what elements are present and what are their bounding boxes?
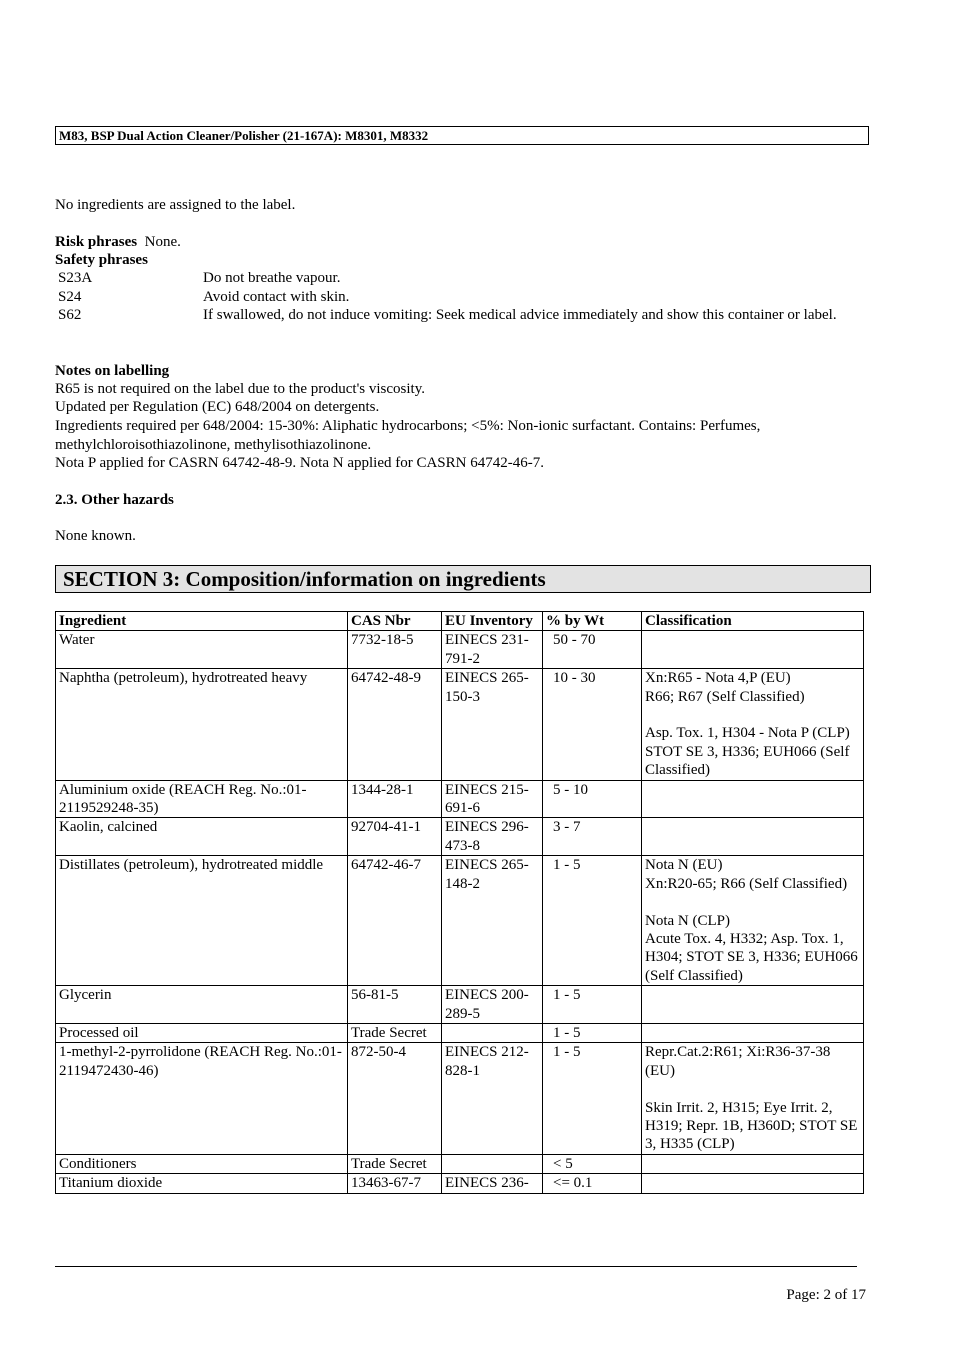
other-hazards-heading: 2.3. Other hazards (55, 492, 174, 508)
percent-by-weight-cell: < 5 (543, 1154, 642, 1173)
cas-number-cell: 7732-18-5 (348, 631, 442, 669)
eu-inventory-cell: EINECS 296-473-8 (442, 818, 543, 856)
cas-number-cell: 64742-46-7 (348, 856, 442, 986)
safety-code: S23A (58, 270, 93, 286)
ingredient-cell: Processed oil (56, 1023, 348, 1042)
cas-number-cell: 872-50-4 (348, 1043, 442, 1154)
other-hazards-text: None known. (55, 528, 136, 544)
eu-inventory-cell: EINECS 236- (442, 1174, 543, 1193)
table-row (56, 780, 864, 818)
ingredient-cell: Distillates (petroleum), hydrotreated middle (56, 856, 348, 986)
safety-code: S24 (58, 289, 82, 305)
classification-cell (642, 780, 864, 818)
classification-cell (642, 1023, 864, 1042)
eu-inventory-cell: EINECS 265-148-2 (442, 856, 543, 986)
cas-number-cell: Trade Secret (348, 1154, 442, 1173)
percent-by-weight-cell: 1 - 5 (543, 986, 642, 1024)
ingredient-cell: Glycerin (56, 986, 348, 1024)
cas-number-cell: 56-81-5 (348, 986, 442, 1024)
classification-cell (642, 818, 864, 856)
column-header: % by Wt (543, 612, 642, 631)
percent-by-weight-cell: 1 - 5 (543, 1023, 642, 1042)
eu-inventory-cell: EINECS 231-791-2 (442, 631, 543, 669)
eu-inventory-cell: EINECS 212-828-1 (442, 1043, 543, 1154)
table-row (56, 818, 864, 856)
classification-cell (642, 631, 864, 669)
cas-number-cell: 92704-41-1 (348, 818, 442, 856)
table-header-row (56, 612, 864, 631)
footer-divider (55, 1266, 857, 1267)
classification-cell (642, 986, 864, 1024)
ingredient-cell: Naphtha (petroleum), hydrotreated heavy (56, 669, 348, 780)
percent-by-weight-cell: 5 - 10 (543, 780, 642, 818)
table-row (56, 856, 864, 986)
safety-phrases-label: Safety phrases (55, 252, 148, 268)
classification-cell (642, 1174, 864, 1193)
column-header: Ingredient (56, 612, 348, 631)
ingredient-cell: Titanium dioxide (56, 1174, 348, 1193)
risk-phrases (55, 233, 181, 252)
table-row (56, 631, 864, 669)
percent-by-weight-cell: 10 - 30 (543, 669, 642, 780)
eu-inventory-cell: EINECS 265-150-3 (442, 669, 543, 780)
table-row (56, 1023, 864, 1042)
eu-inventory-cell: EINECS 215-691-6 (442, 780, 543, 818)
classification-cell: Repr.Cat.2:R61; Xi:R36-37-38 (EU) Skin Irrit. 2, H315; Eye Irrit. 2, H319; Repr. 1B, H360D; STOT SE 3, H335 (CLP) (642, 1043, 864, 1154)
eu-inventory-cell: EINECS 200-289-5 (442, 986, 543, 1024)
percent-by-weight-cell: <= 0.1 (543, 1174, 642, 1193)
eu-inventory-cell (442, 1154, 543, 1173)
ingredient-cell: Conditioners (56, 1154, 348, 1173)
notes-line: Nota P applied for CASRN 64742-48-9. Nota N applied for CASRN 64742-46-7. (55, 455, 544, 471)
classification-cell: Xn:R65 - Nota 4,P (EU) R66; R67 (Self Classified) Asp. Tox. 1, H304 - Nota P (CLP) STOT SE 3, H336; EUH066 (Self Classified) (642, 669, 864, 780)
ingredient-cell: Water (56, 631, 348, 669)
column-header: EU Inventory (442, 612, 543, 631)
notes-line: R65 is not required on the label due to the product's viscosity. (55, 381, 425, 397)
table-row (56, 1154, 864, 1173)
safety-code: S62 (58, 307, 82, 323)
notes-heading: Notes on labelling (55, 363, 170, 379)
table-row (56, 669, 864, 780)
notes-line: Ingredients required per 648/2004: 15-30%: Aliphatic hydrocarbons; <5%: Non-ionic surfactant. Contains: Perfumes, methylchloroisothiazolinone, methylisothiazolinone. (55, 418, 761, 453)
risk-phrases-value: None. (144, 234, 181, 250)
page-number: Page: 2 of 17 (786, 1287, 866, 1303)
cas-number-cell: 1344-28-1 (348, 780, 442, 818)
cas-number-cell: 13463-67-7 (348, 1174, 442, 1193)
classification-cell: Nota N (EU) Xn:R20-65; R66 (Self Classified) Nota N (CLP) Acute Tox. 4, H332; Asp. Tox. 1, H304; STOT SE 3, H336; EUH066 (Self Classified) (642, 856, 864, 986)
percent-by-weight-cell: 3 - 7 (543, 818, 642, 856)
ingredient-cell: 1-methyl-2-pyrrolidone (REACH Reg. No.:01-2119472430-46) (56, 1043, 348, 1154)
safety-text: If swallowed, do not induce vomiting: Seek medical advice immediately and show this container or label. (203, 307, 837, 323)
table-row (56, 986, 864, 1024)
cas-number-cell: Trade Secret (348, 1023, 442, 1042)
column-header: Classification (642, 612, 864, 631)
risk-phrases-label: Risk phrases (55, 234, 138, 250)
percent-by-weight-cell: 50 - 70 (543, 631, 642, 669)
notes-line: Updated per Regulation (EC) 648/2004 on detergents. (55, 399, 380, 415)
label-note: No ingredients are assigned to the label. (55, 197, 296, 213)
ingredient-cell: Kaolin, calcined (56, 818, 348, 856)
percent-by-weight-cell: 1 - 5 (543, 856, 642, 986)
ingredient-cell: Aluminium oxide (REACH Reg. No.:01-2119529248-35) (56, 780, 348, 818)
percent-by-weight-cell: 1 - 5 (543, 1043, 642, 1154)
section-3-title: SECTION 3: Composition/information on ingredients (55, 565, 871, 593)
cas-number-cell: 64742-48-9 (348, 669, 442, 780)
table-row (56, 1043, 864, 1154)
classification-cell (642, 1154, 864, 1173)
column-header: CAS Nbr (348, 612, 442, 631)
safety-text: Do not breathe vapour. (203, 270, 341, 286)
eu-inventory-cell (442, 1023, 543, 1042)
ingredients-table (55, 611, 864, 1194)
safety-text: Avoid contact with skin. (203, 289, 350, 305)
table-row (56, 1174, 864, 1193)
document-header: M83, BSP Dual Action Cleaner/Polisher (21-167A): M8301, M8332 (55, 126, 869, 145)
